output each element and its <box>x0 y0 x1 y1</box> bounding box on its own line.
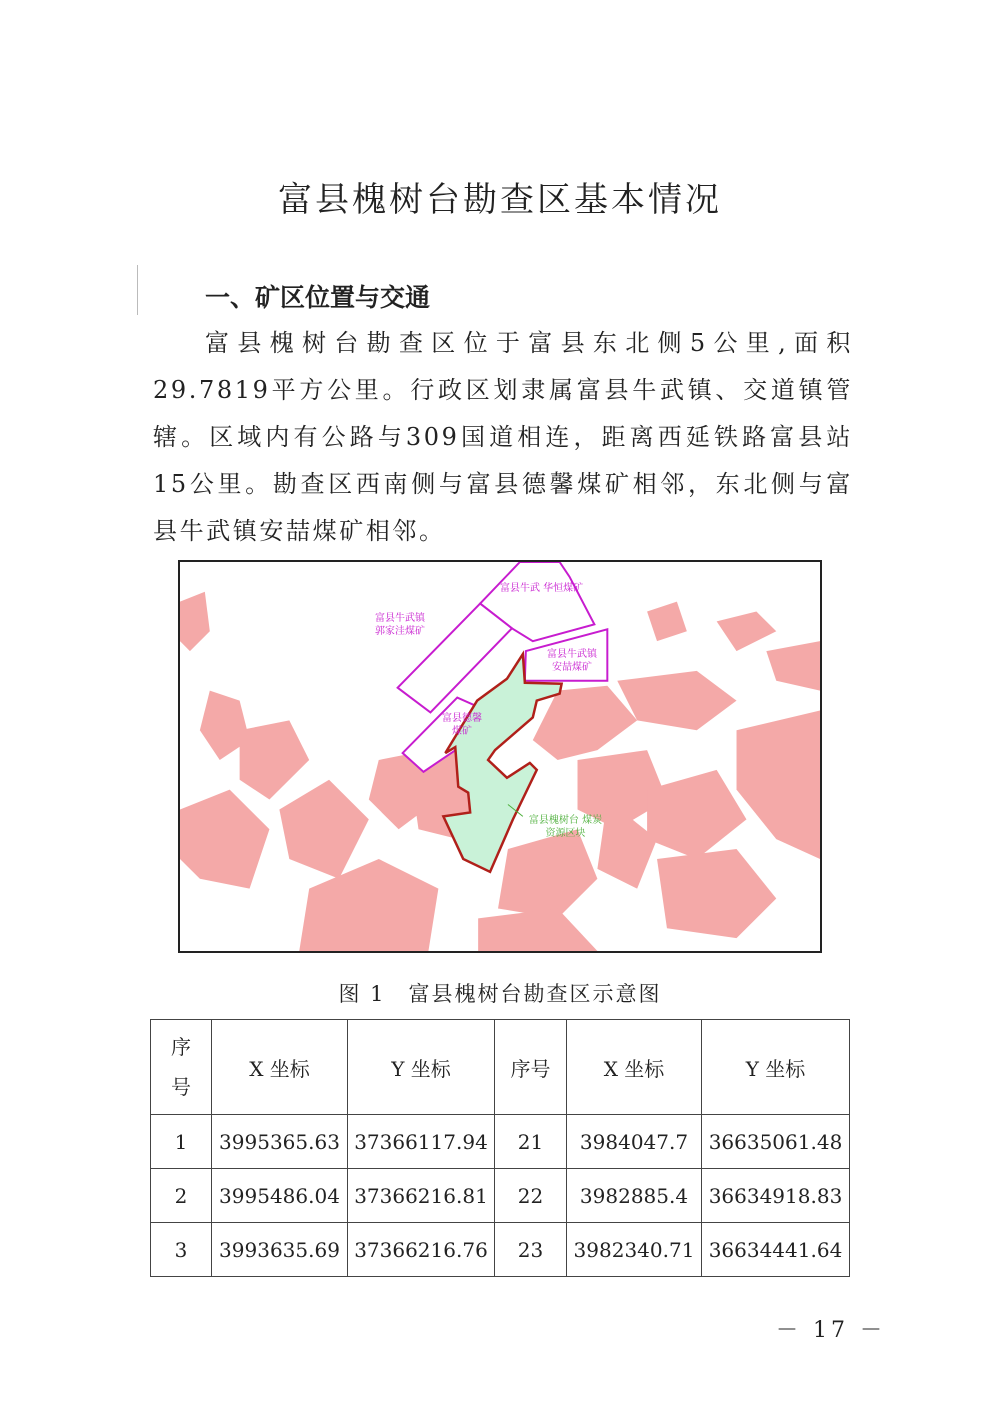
label-coal-block: 富县槐树台 煤炭资源区块 <box>528 815 603 839</box>
cell: 37366216.81 <box>348 1169 495 1223</box>
cell: 3982885.4 <box>567 1169 702 1223</box>
cell: 3995486.04 <box>212 1169 348 1223</box>
cell: 3995365.63 <box>212 1115 348 1169</box>
cell: 3993635.69 <box>212 1223 348 1277</box>
cell: 36634918.83 <box>702 1169 850 1223</box>
section-heading: 一、矿区位置与交通 <box>205 283 431 312</box>
header-cell: X 坐标 <box>212 1020 348 1115</box>
cell: 36635061.48 <box>702 1115 850 1169</box>
cell: 1 <box>151 1115 212 1169</box>
cell: 23 <box>495 1223 567 1277</box>
margin-line <box>137 265 138 315</box>
table-row <box>151 1115 850 1169</box>
label-anjie-mine: 富县牛武镇 安喆煤矿 <box>547 649 597 673</box>
location-map <box>178 560 822 953</box>
cell: 2 <box>151 1169 212 1223</box>
header-cell: X 坐标 <box>567 1020 702 1115</box>
label-huaheng-mine: 富县牛武 华恒煤矿 <box>500 583 584 594</box>
page-title: 富县槐树台勘查区基本情况 <box>278 180 722 220</box>
cell: 3 <box>151 1223 212 1277</box>
cell: 3984047.7 <box>567 1115 702 1169</box>
cell: 3982340.71 <box>567 1223 702 1277</box>
map-drawing <box>180 562 820 951</box>
label-guojiawa-mine: 富县牛武镇 郭家洼煤矿 <box>375 613 425 637</box>
header-cell: 序 号 <box>151 1020 212 1115</box>
label-dexin-mine: 富县德馨 煤矿 <box>442 713 482 737</box>
header-cell: 序号 <box>495 1020 567 1115</box>
header-cell: Y 坐标 <box>702 1020 850 1115</box>
figure-caption: 图 1 富县槐树台勘查区示意图 <box>338 982 662 1006</box>
cell: 37366117.94 <box>348 1115 495 1169</box>
page-number: － 17 － <box>776 1318 886 1343</box>
coordinate-table <box>150 1019 850 1277</box>
header-cell: Y 坐标 <box>348 1020 495 1115</box>
table-row <box>151 1223 850 1277</box>
table-header <box>151 1020 850 1115</box>
cell: 22 <box>495 1169 567 1223</box>
table-row <box>151 1169 850 1223</box>
cell: 21 <box>495 1115 567 1169</box>
cell: 37366216.76 <box>348 1223 495 1277</box>
section-paragraph: 富县槐树台勘查区位于富县东北侧5公里,面积29.7819平方公里。行政区划隶属富县牛武镇、交道镇管辖。区域内有公路与309国道相连，距离西延铁路富县站15公里。勘查区西南侧与富县德馨煤矿相邻，东北侧与富县牛武镇安喆煤矿相邻。 <box>153 329 853 545</box>
cell: 36634441.64 <box>702 1223 850 1277</box>
